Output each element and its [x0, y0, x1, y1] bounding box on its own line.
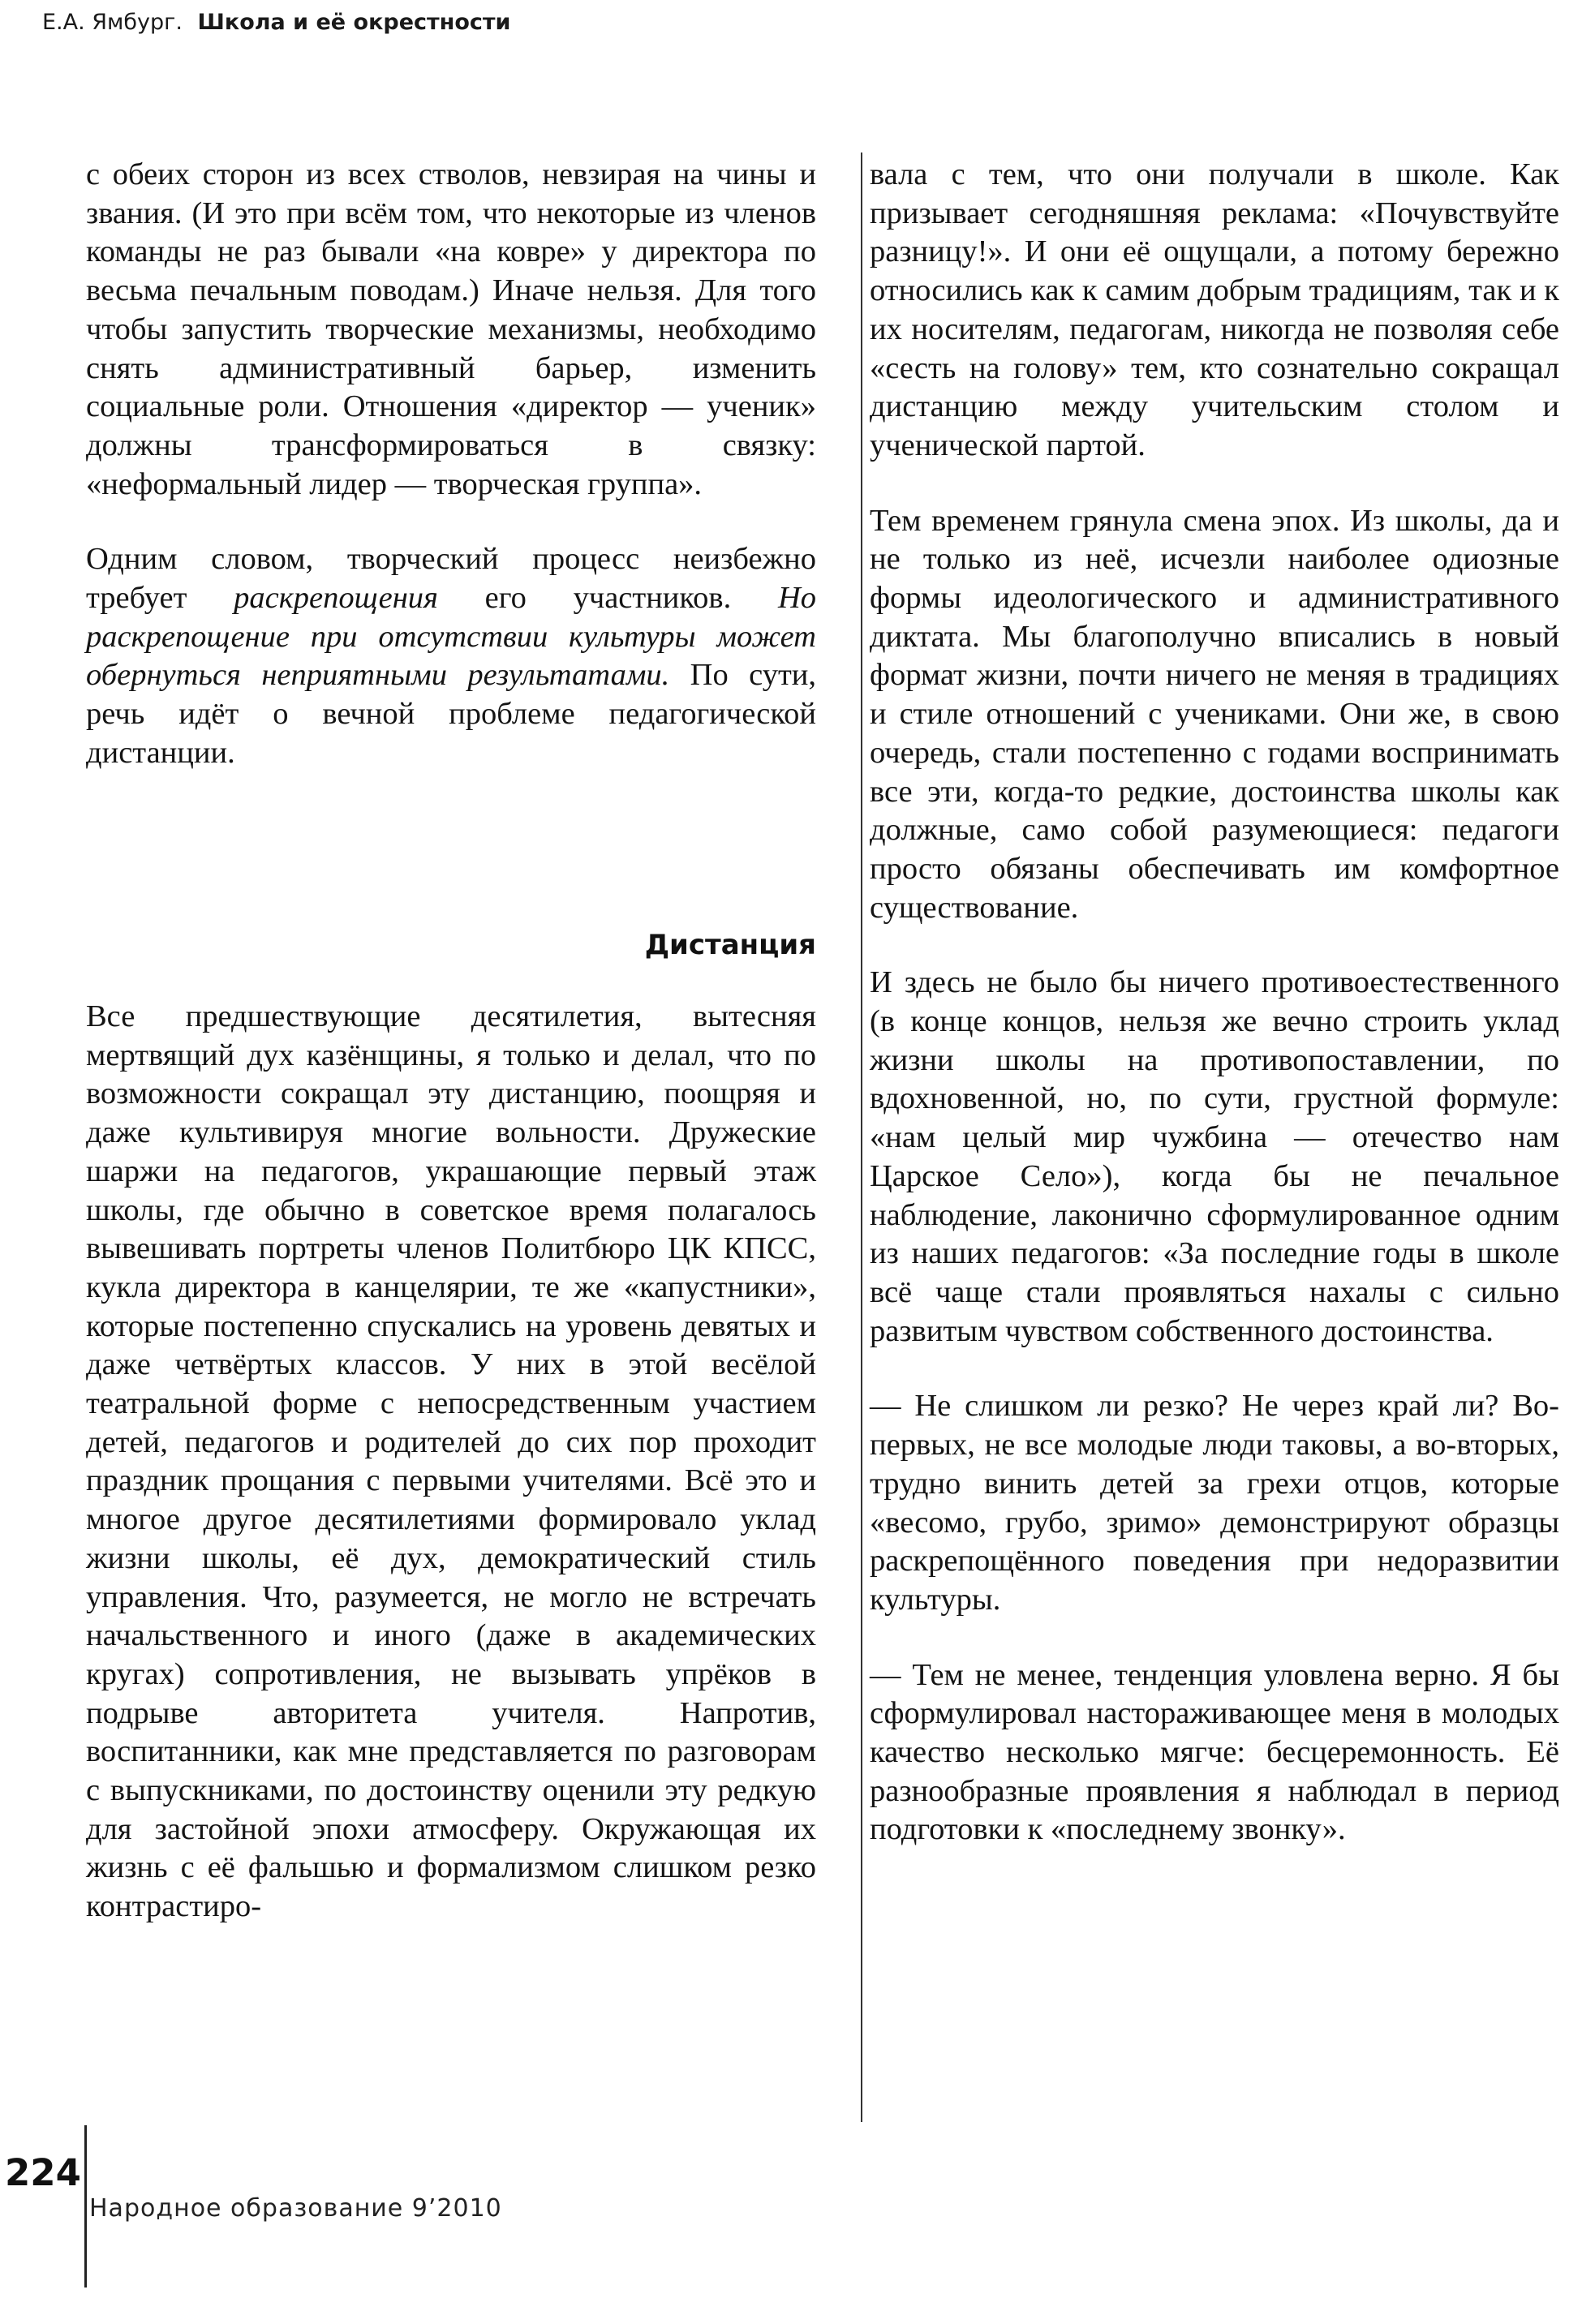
paragraph: И здесь не было бы ничего противоестественного (в конце концов, нельзя же вечно строить уклад жизни школы на противопоставлении, по вдохновенной, но, по сути, грустной формуле: «нам целый мир чужбина — отечество нам Царское Село»), когда бы не печальное наблюдение, лаконично сформулированное одним из наших педагогов: «За последние годы в школе всё чаще стали проявляться нахалы с сильно развитым чувством собственного достоинства.	[870, 965, 1559, 1348]
page-number: 224	[5, 2151, 81, 2194]
paragraph: — Не слишком ли резко? Не через край ли? Во-первых, не все молодые люди таковы, а во-вторых, трудно винить детей за грехи отцов, которые «весомо, грубо, зримо» демонстрируют образцы раскрепощённого поведения при недоразвитии культуры.	[870, 1389, 1559, 1617]
column-divider	[861, 152, 862, 2122]
footer-divider	[84, 2125, 87, 2287]
paragraph: вала с тем, что они получали в школе. Как призывает сегодняшняя реклама: «Почувствуйте разницу!». И они её ощущали, а потому бережно относились как к самим добрым традициям, так и к их носителям, педагогам, никогда не позволяя себе «сесть на голову» тем, кто сознательно сокращал дистанцию между учительским столом и ученической партой.	[870, 157, 1559, 462]
right-column	[870, 156, 1559, 1849]
text-run: Одним словом, творческий процесс неизбежно требует	[86, 542, 816, 616]
left-column	[86, 156, 816, 773]
book-title: Школа и её окрестности	[197, 10, 511, 35]
author-name: Е.А. Ямбург.	[42, 10, 183, 35]
paragraph: Все предшествующие десятилетия, вытесняя мертвящий дух казёнщины, я только и делал, что по возможности сокращал эту дистанцию, поощряя и даже культивируя многие вольности. Дружеские шаржи на педагогов, украшающие первый этаж школы, где обычно в советское время полагалось вывешивать портреты членов Политбюро ЦК КПСС, кукла директора в канцелярии, те же «капустники», которые постепенно спускались на уровень девятых и даже четвёртых классов. У них в этой весёлой театральной форме с непосредственным участием детей, педагогов и родителей до сих пор проходит праздник прощания с первыми учителями. Всё это и многое другое десятилетиями формировало уклад жизни школы, её дух, демократический стиль управления. Что, разумеется, не могло не встречать начальственного и иного (даже в академических кругах) сопротивления, не вызывать упрёков в подрыве авторитета учителя. Напротив, воспитанники, как мне представляется по разговорам с выпускниками, по достоинству оценили эту редкую для застойной эпохи атмосферу. Окружающая их жизнь с её фальшью и формализмом слишком резко контрастиро-	[86, 999, 816, 1924]
text-run: По сути, речь идёт о вечной проблеме педагогической дистанции.	[86, 658, 816, 770]
emphasis: Но раскрепощение при отсутствии культуры может обернуться неприятными результатами.	[86, 581, 817, 693]
section-heading: Дистанция	[644, 929, 816, 961]
running-head	[42, 10, 510, 35]
journal-name: Народное образование 9’2010	[89, 2194, 502, 2223]
emphasis: раскрепощения	[234, 581, 438, 616]
paragraph: Тем временем грянула смена эпох. Из школы, да и не только из неё, исчезли наиболее одиозные формы идеологического и административного диктата. Мы благополучно вписались в новый формат жизни, почти ничего не меняя в традициях и стиле отношений с учениками. Они же, в свою очередь, стали постепенно с годами воспринимать все эти, когда-то редкие, достоинства школы как должные, само собой разумеющиеся: педагоги просто обязаны обеспечивать им комфортное существование.	[870, 503, 1559, 925]
paragraph: — Тем не менее, тенденция уловлена верно. Я бы сформулировал настораживающее меня в молодых качество несколько мягче: бесцеремонность. Её разнообразные проявления я наблюдал в период подготовки к «последнему звонку».	[870, 1657, 1559, 1847]
paragraph	[86, 540, 816, 772]
paragraph: с обеих сторон из всех стволов, невзирая на чины и звания. (И это при всём том, что некоторые из членов команды не раз бывали «на ковре» у директора по весьма печальным поводам.) Иначе нельзя. Для того чтобы запустить творческие механизмы, необходимо снять административный барьер, изменить социальные роли. Отношения «директор — ученик» должны трансформироваться в связку: «неформальный лидер — творческая группа».	[86, 157, 816, 501]
left-column-continued	[86, 998, 816, 1927]
text-run: его участников.	[437, 581, 778, 616]
